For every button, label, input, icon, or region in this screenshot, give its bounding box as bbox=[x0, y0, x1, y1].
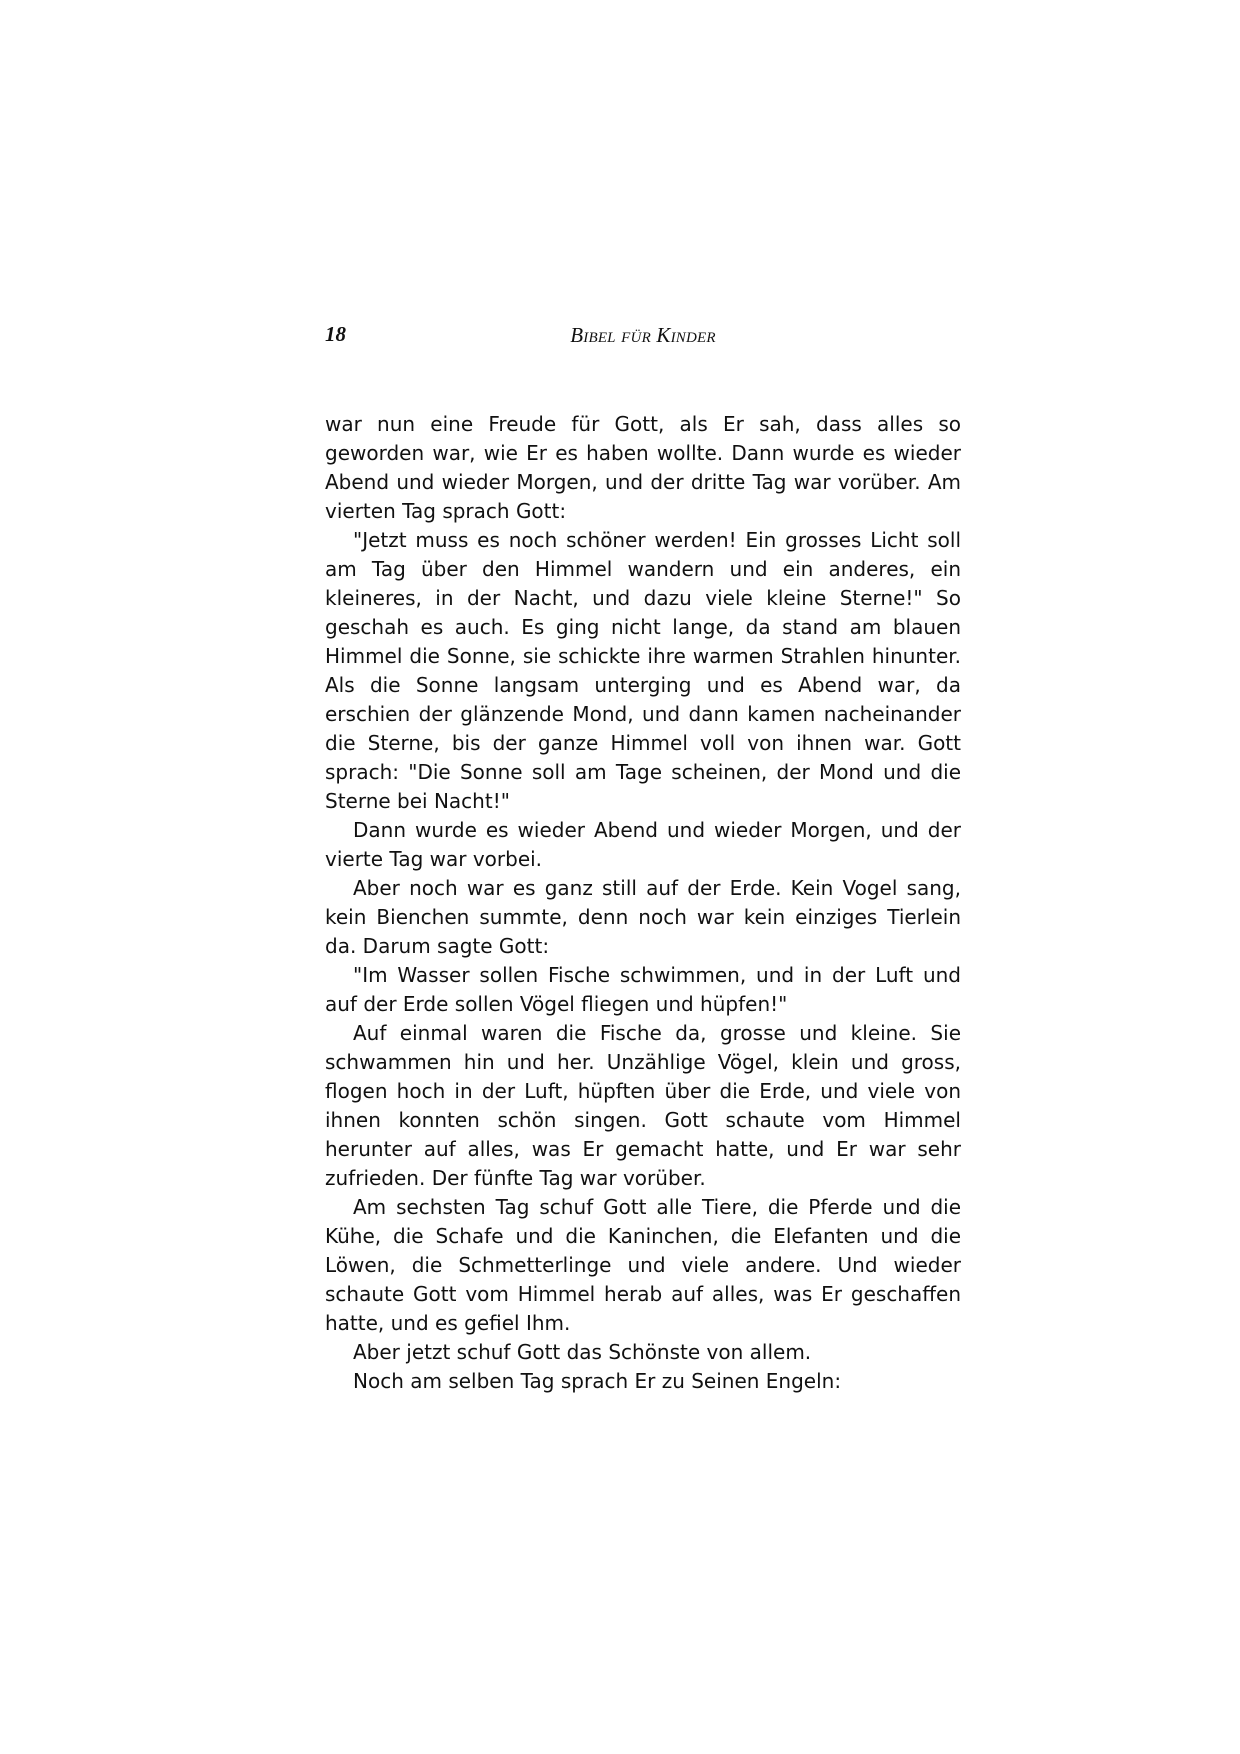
paragraph: "Im Wasser sollen Fische schwimmen, und in der Luft und auf der Erde sollen Vögel fliegen und hüpfen!" bbox=[325, 963, 961, 1016]
paragraph: Auf einmal waren die Fische da, grosse und kleine. Sie schwammen hin und her. Unzählige Vögel, klein und gross, flogen hoch in der Luft, hüpften über die Erde, und viele von ihnen konnten schön singen. Gott schaute vom Himmel herunter auf alles, was Er gemacht hatte, und Er war sehr zufrieden. Der fünfte Tag war vorüber. bbox=[325, 1021, 961, 1190]
paragraph: Aber jetzt schuf Gott das Schönste von allem. bbox=[353, 1340, 812, 1364]
paragraph: Aber noch war es ganz still auf der Erde. Kein Vogel sang, kein Bienchen summte, denn noch war kein einziges Tierlein da. Darum sagte Gott: bbox=[325, 876, 961, 958]
paragraph: Noch am selben Tag sprach Er zu Seinen Engeln: bbox=[353, 1369, 842, 1393]
paragraph: "Jetzt muss es noch schöner werden! Ein grosses Licht soll am Tag über den Himmel wandern und ein anderes, ein kleineres, in der Nacht, und dazu viele kleine Sterne!" So geschah es auch. Es ging nicht lange, da stand am blauen Himmel die Sonne, sie schickte ihre warmen Strahlen hinunter. Als die Sonne langsam unterging und es Abend war, da erschien der glänzende Mond, und dann kamen nacheinander die Sterne, bis der ganze Himmel voll von ihnen war. Gott sprach: "Die Sonne soll am Tage scheinen, der Mond und die Sterne bei Nacht!" bbox=[325, 528, 961, 813]
paragraph: Am sechsten Tag schuf Gott alle Tiere, die Pferde und die Kühe, die Schafe und die Kaninchen, die Elefanten und die Löwen, die Schmetterlinge und viele andere. Und wieder schaute Gott vom Himmel herab auf alles, was Er geschaffen hatte, und es gefiel Ihm. bbox=[325, 1195, 961, 1335]
page-number: 18 bbox=[325, 322, 346, 346]
paragraph: Dann wurde es wieder Abend und wieder Morgen, und der vierte Tag war vorbei. bbox=[325, 818, 961, 871]
book-title: Bibel für Kinder bbox=[570, 323, 716, 347]
running-head bbox=[325, 322, 961, 356]
paragraph: war nun eine Freude für Gott, als Er sah, dass alles so geworden war, wie Er es haben wollte. Dann wurde es wieder Abend und wieder Morgen, und der dritte Tag war vorüber. Am vierten Tag sprach Gott: bbox=[325, 412, 961, 523]
body-text bbox=[325, 410, 961, 1396]
